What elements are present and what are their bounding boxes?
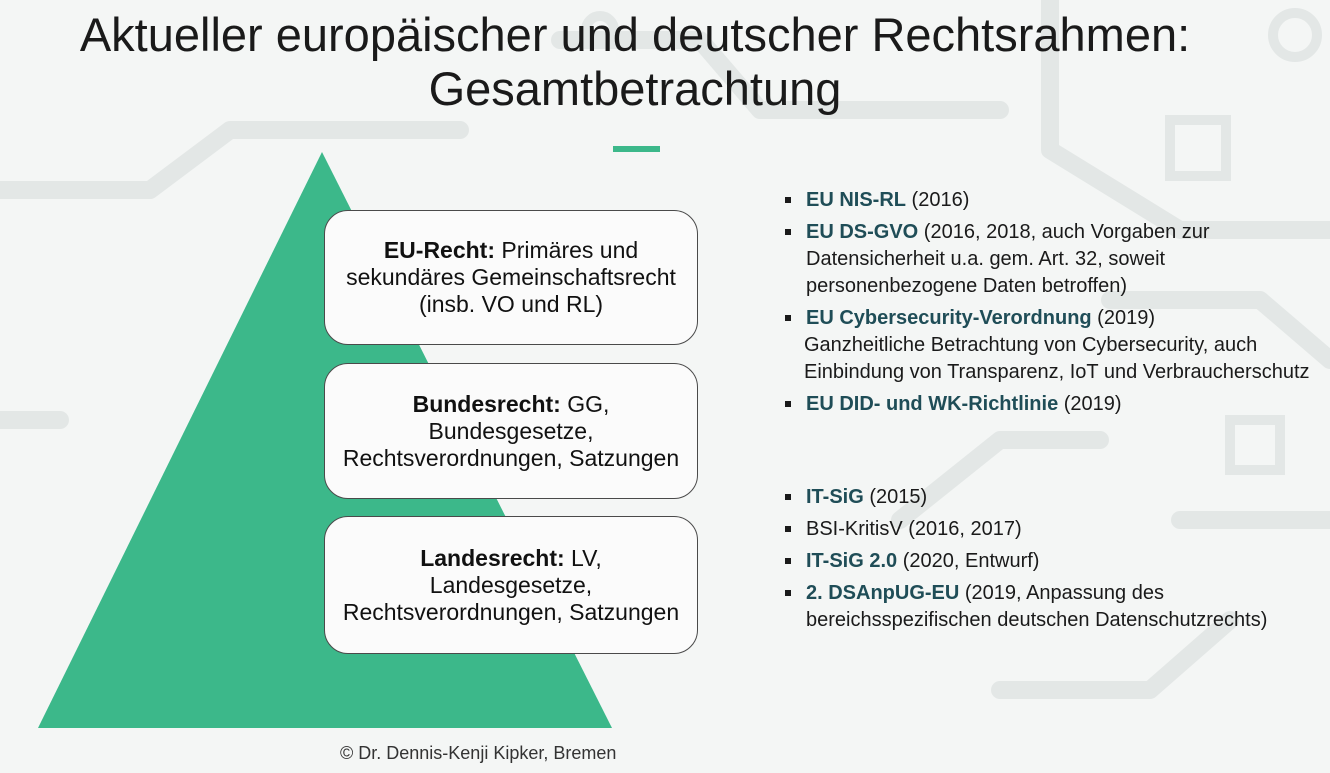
list-item <box>783 580 1323 634</box>
item-text: (2016) <box>906 189 970 211</box>
landesrecht-label: Landesrecht: <box>420 544 565 571</box>
item-keyword: IT-SiG <box>806 486 864 508</box>
eu-recht-label: EU-Recht: <box>383 237 495 263</box>
item-keyword: EU NIS-RL <box>806 189 906 211</box>
cybersecurity-description: Ganzheitliche Betrachtung von Cybersecurity, auch Einbindung von Transparenz, IoT und Verbraucherschutz <box>804 334 1310 383</box>
landesrecht-text: LV, Landesgesetze, Rechtsverordnungen, Satzungen <box>342 544 680 625</box>
german-regulation-list <box>783 484 1323 639</box>
item-text: (2019) <box>1091 307 1155 329</box>
title-line-1: Aktueller europäischer und deutscher Rechtsrahmen: <box>79 8 1191 61</box>
list-item <box>783 187 1323 214</box>
bundesrecht-box <box>324 363 698 499</box>
item-text: (2016, 2018, auch Vorgaben zur Datensicherheit u.a. gem. Art. 32, soweit personenbezogene Daten betroffen) <box>806 221 1210 297</box>
eu-recht-box <box>324 210 698 345</box>
copyright-notice: © Dr. Dennis-Kenji Kipker, Bremen <box>340 743 617 763</box>
list-item <box>783 391 1323 418</box>
item-keyword: EU Cybersecurity-Verordnung <box>806 307 1092 329</box>
landesrecht-box <box>324 516 698 654</box>
list-item <box>783 305 1323 332</box>
item-keyword: IT-SiG 2.0 <box>806 550 898 572</box>
list-item <box>783 548 1323 575</box>
list-item <box>783 516 1323 543</box>
eu-regulation-list <box>783 187 1323 423</box>
list-item <box>783 484 1323 511</box>
item-text: (2020, Entwurf) <box>897 550 1040 572</box>
bundesrecht-text: GG, Bundesgesetze, Rechtsverordnungen, Satzungen <box>342 390 680 471</box>
eu-recht-text: Primäres und sekundäres Gemeinschaftsrecht (insb. VO und RL) <box>346 237 676 317</box>
item-text: BSI-KritisV (2016, 2017) <box>806 518 1022 540</box>
title-line-2: Gesamtbetrachtung <box>428 62 842 115</box>
item-text: (2019, Anpassung des bereichsspezifischen deutschen Datenschutzrechts) <box>806 582 1268 631</box>
item-text: (2015) <box>863 486 928 508</box>
item-keyword: EU DID- und WK-Richtlinie <box>806 393 1059 415</box>
list-item <box>783 219 1323 300</box>
bundesrecht-label: Bundesrecht: <box>412 390 561 417</box>
item-keyword: EU DS-GVO <box>806 221 919 243</box>
item-text: (2019) <box>1058 393 1122 415</box>
item-keyword: 2. DSAnpUG-EU <box>806 582 960 604</box>
